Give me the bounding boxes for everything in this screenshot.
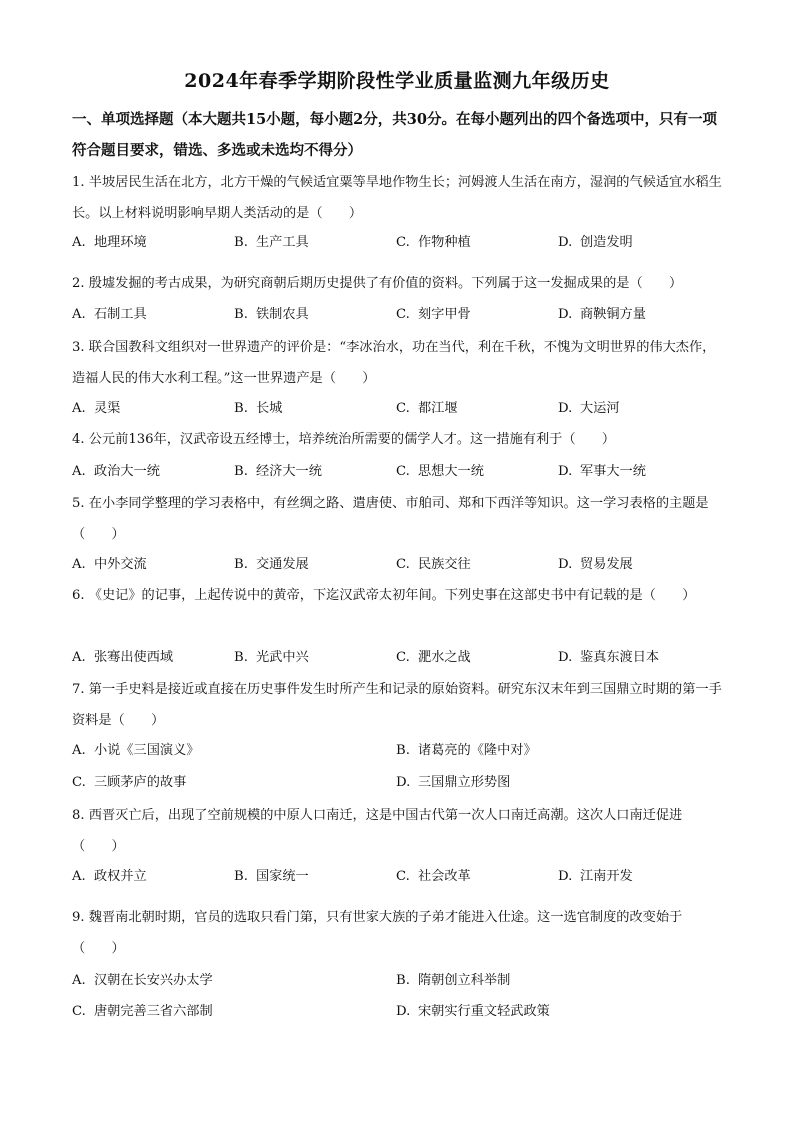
question-8-options — [72, 867, 722, 887]
question-3-stem: 3. 联合国教科文组织对一世界遗产的评价是：“李冰治水，功在当代，利在千秋，不愧为文明世界的伟大杰作，造福人民的伟大水利工程。”这一世界遗产是（ ） — [72, 340, 716, 386]
option-d[interactable]: D. 三国鼎立形势图 — [396, 775, 511, 790]
option-c[interactable]: C. 思想大一统 — [396, 464, 484, 479]
option-a[interactable]: A. 政权并立 — [72, 869, 147, 884]
question-4-stem: 4. 公元前136年，汉武帝设五经博士，培养统治所需要的儒学人才。这一措施有利于（ ） — [72, 432, 616, 447]
question-9-options-row1 — [72, 971, 722, 991]
option-d[interactable]: D. 创造发明 — [558, 235, 633, 250]
option-d[interactable]: D. 军事大一统 — [558, 464, 646, 479]
option-c[interactable]: C. 淝水之战 — [396, 650, 471, 665]
option-d[interactable]: D. 商鞅铜方量 — [558, 307, 646, 322]
question-3-options — [72, 399, 722, 419]
option-c[interactable]: C. 民族交往 — [396, 557, 471, 572]
option-b[interactable]: B. 长城 — [234, 401, 283, 416]
question-4-options — [72, 462, 722, 482]
option-c[interactable]: C. 都江堰 — [396, 401, 458, 416]
option-c[interactable]: C. 社会改革 — [396, 869, 471, 884]
option-a[interactable]: A. 小说《三国演义》 — [72, 743, 200, 758]
question-5-options — [72, 555, 722, 575]
page-title: 2024年春季学期阶段性学业质量监测九年级历史 — [184, 70, 610, 92]
option-a[interactable]: A. 地理环境 — [72, 235, 147, 250]
question-6-options — [72, 648, 722, 668]
option-d[interactable]: D. 贸易发展 — [558, 557, 633, 572]
question-1-options — [72, 233, 722, 253]
question-2-stem: 2. 殷墟发掘的考古成果，为研究商朝后期历史提供了有价值的资料。下列属于这一发掘成果的是（ ） — [72, 276, 683, 291]
option-b[interactable]: B. 交通发展 — [234, 557, 309, 572]
option-d[interactable]: D. 江南开发 — [558, 869, 633, 884]
option-b[interactable]: B. 诸葛亮的《隆中对》 — [396, 743, 537, 758]
question-5-stem: 5. 在小李同学整理的学习表格中，有丝绸之路、遣唐使、市舶司、郑和下西洋等知识。这一学习表格的主题是（ ） — [72, 496, 709, 542]
option-b[interactable]: B. 铁制农具 — [234, 307, 309, 322]
option-a[interactable]: A. 灵渠 — [72, 401, 121, 416]
option-b[interactable]: B. 光武中兴 — [234, 650, 309, 665]
option-c[interactable]: C. 作物种植 — [396, 235, 471, 250]
option-a[interactable]: A. 汉朝在长安兴办太学 — [72, 973, 213, 988]
question-8-stem: 8. 西晋灭亡后，出现了空前规模的中原人口南迁，这是中国古代第一次人口南迁高潮。这次人口南迁促进（ ） — [72, 808, 683, 854]
option-b[interactable]: B. 经济大一统 — [234, 464, 322, 479]
option-a[interactable]: A. 政治大一统 — [72, 464, 160, 479]
option-c[interactable]: C. 三顾茅庐的故事 — [72, 775, 187, 790]
option-c[interactable]: C. 唐朝完善三省六部制 — [72, 1004, 213, 1019]
option-b[interactable]: B. 生产工具 — [234, 235, 309, 250]
question-7-options-row1 — [72, 741, 722, 761]
option-d[interactable]: D. 大运河 — [558, 401, 620, 416]
question-7-stem: 7. 第一手史料是接近或直接在历史事件发生时所产生和记录的原始资料。研究东汉末年到三国鼎立时期的第一手资料是（ ） — [72, 682, 722, 728]
question-9-options-row2 — [72, 1002, 722, 1022]
option-a[interactable]: A. 张骞出使西域 — [72, 650, 174, 665]
option-b[interactable]: B. 隋朝创立科举制 — [396, 973, 511, 988]
question-2-options — [72, 305, 722, 325]
option-d[interactable]: D. 宋朝实行重文轻武政策 — [396, 1004, 550, 1019]
section-heading: 一、单项选择题（本大题共15小题，每小题2分，共30分。在每小题列出的四个备选项中，只有一项符合题目要求，错选、多选或未选均不得分） — [72, 111, 717, 159]
option-c[interactable]: C. 刻字甲骨 — [396, 307, 471, 322]
option-b[interactable]: B. 国家统一 — [234, 869, 309, 884]
question-6-stem: 6. 《史记》的记事，上起传说中的黄帝，下迄汉武帝太初年间。下列史事在这部史书中有记载的是（ ） — [72, 588, 696, 603]
question-1-stem: 1. 半坡居民生活在北方，北方干燥的气候适宜粟等旱地作物生长；河姆渡人生活在南方，湿润的气候适宜水稻生长。以上材料说明影响早期人类活动的是（ ） — [72, 175, 722, 221]
option-a[interactable]: A. 石制工具 — [72, 307, 147, 322]
option-a[interactable]: A. 中外交流 — [72, 557, 147, 572]
question-7-options-row2 — [72, 773, 722, 793]
option-d[interactable]: D. 鉴真东渡日本 — [558, 650, 660, 665]
question-9-stem: 9. 魏晋南北朝时期，官员的选取只看门第，只有世家大族的子弟才能进入仕途。这一选官制度的改变始于（ ） — [72, 910, 683, 956]
